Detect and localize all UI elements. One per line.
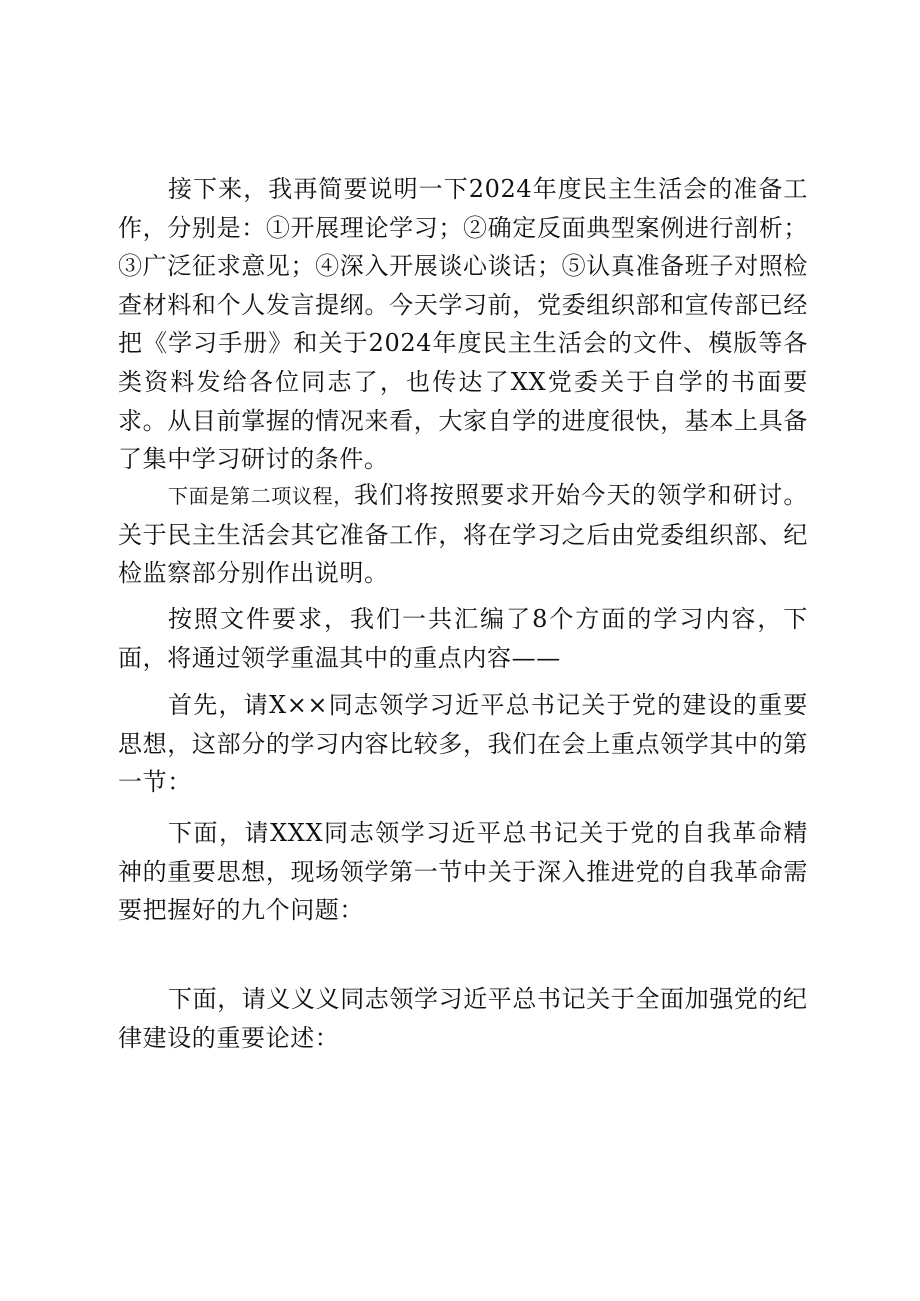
paragraph-second-lead-study: 下面，请XXX同志领学习近平总书记关于党的自我革命精神的重要思想，现场领学第一节中关于深入推进党的自我革命需要把握好的九个问题： bbox=[118, 819, 808, 925]
third-lead-line-2: 律建设的重要论述： bbox=[118, 1023, 340, 1052]
paragraph-study-content: 按照文件要求，我们一共汇编了8个方面的学习内容，下面，将通过领学重温其中的重点内容—— bbox=[118, 605, 808, 672]
agenda-label: 下面是第二项议程， bbox=[168, 484, 354, 508]
paragraph-third-lead-study bbox=[118, 980, 818, 1057]
paragraph-second-agenda bbox=[118, 476, 808, 593]
paragraph-first-lead-study: 首先，请X××同志领学习近平总书记关于党的建设的重要思想，这部分的学习内容比较多，我们在会上重点领学其中的第一节： bbox=[118, 691, 808, 797]
agenda-text: 我们将按照要求开始今天的领学和研讨。关于民主生活会其它准备工作，将在学习之后由党委组织部、纪检监察部分别作出说明。 bbox=[118, 481, 808, 588]
third-lead-line-1: 下面，请义义义同志领学习近平总书记关于全面加强党的纪 bbox=[168, 985, 808, 1013]
paragraph-preparation-work: 接下来，我再简要说明一下2024年度民主生活会的准备工作，分别是：①开展理论学习；②确定反面典型案例进行剖析；③广泛征求意见；④深入开展谈心谈话；⑤认真准备班子对照检查材料和个人发言提纲。今天学习前，党委组织部和宣传部已经把《学习手册》和关于2024年度民主生活会的文件、模版等各类资料发给各位同志了，也传达了XX党委关于自学的书面要求。从目前掌握的情况来看，大家自学的进度很快，基本上具备了集中学习研讨的条件。 bbox=[118, 175, 808, 474]
